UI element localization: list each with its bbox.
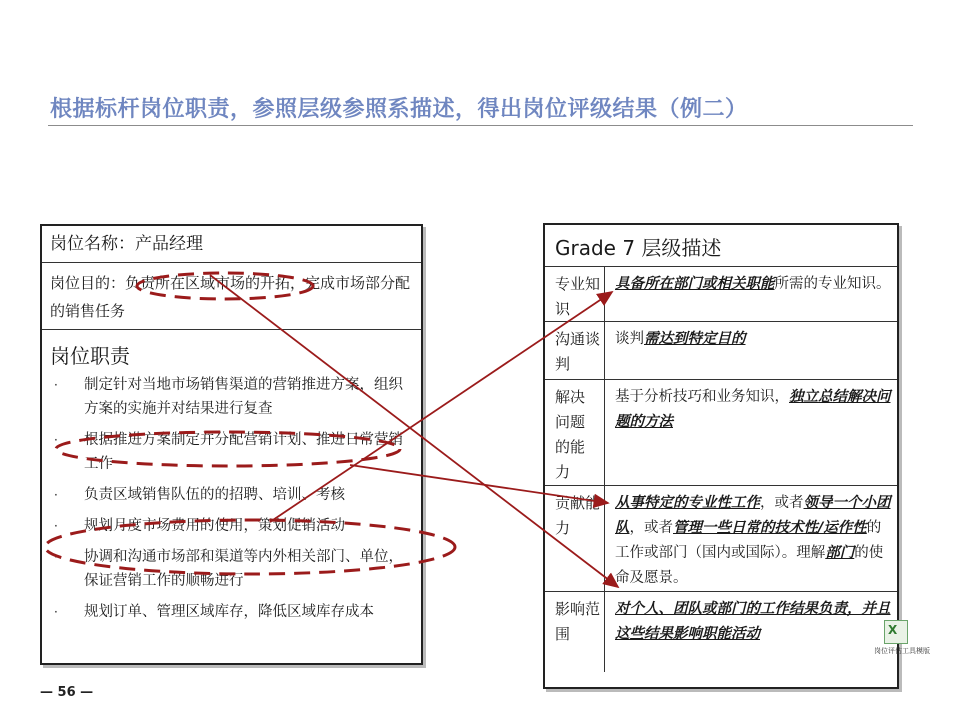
job-description-box: [40, 224, 423, 665]
text-emphasis: 需达到特定目的: [644, 331, 746, 347]
text-plain: ，或者: [629, 520, 673, 536]
row-text: [605, 322, 897, 379]
bullet: ·: [54, 605, 58, 619]
text-plain: 的工作或部门（国内或国际）。理解: [615, 520, 882, 561]
row-label: 影响范围: [545, 592, 605, 672]
duty-item: [50, 483, 413, 507]
bullet: ·: [54, 378, 58, 392]
text-emphasis: 具备所在部门或相关职能: [615, 276, 775, 292]
row-label: 沟通谈判: [545, 322, 605, 379]
text-emphasis: 从事特定的专业性工作: [615, 495, 760, 511]
duty-text: 规划月度市场费用的使用，策划促销活动: [84, 518, 345, 534]
row-text: [605, 380, 897, 485]
grade-description-table: [543, 223, 899, 689]
row-text: [605, 486, 897, 591]
duty-text: 根据推进方案制定并分配营销计划、推进日常营销工作: [84, 432, 403, 472]
text-plain: 谈判: [615, 331, 644, 347]
title-divider: [48, 125, 913, 126]
job-name-row: 岗位名称：产品经理: [42, 226, 421, 263]
grade-header: Grade 7 层级描述: [545, 225, 897, 267]
text-plain: 的使命及愿景。: [615, 545, 884, 586]
grade-row-impact: [545, 592, 897, 672]
bullet: ·: [54, 519, 58, 533]
row-label: 贡献能力: [545, 486, 605, 591]
text-emphasis: 部门: [825, 545, 855, 561]
row-label: 专业知识: [545, 267, 605, 321]
job-purpose-row: 岗位目的：负责所在区域市场的开拓，完成市场部分配的销售任务: [42, 263, 421, 330]
duty-item: [50, 373, 413, 421]
job-duties-section: [42, 330, 421, 624]
duty-text: 规划订单、管理区域库存，降低区域库存成本: [84, 604, 374, 620]
duty-item: [50, 600, 413, 624]
grade-row-communication: [545, 322, 897, 380]
text-plain: ，或者: [760, 495, 804, 511]
bullet: ·: [54, 550, 58, 564]
text-emphasis: 管理一些日常的技术性/运作性: [673, 520, 867, 536]
duty-item: [50, 545, 413, 593]
text-plain: 基于分析技巧和业务知识，: [615, 389, 789, 405]
text-plain: 所需的专业知识。: [774, 276, 891, 292]
grade-row-knowledge: [545, 267, 897, 322]
text-emphasis: 独立总结解决问题的方法: [615, 389, 891, 430]
duty-text: 制定针对当地市场销售渠道的营销推进方案，组织方案的实施并对结果进行复查: [84, 377, 403, 417]
embedded-spreadsheet[interactable]: [874, 620, 928, 656]
page-number: — 56 —: [40, 685, 94, 700]
grade-row-problem-solving: [545, 380, 897, 486]
text-emphasis: 领导一个小团队: [615, 495, 891, 536]
row-label: 解决问题的能力: [545, 380, 605, 485]
duty-text: 负责区域销售队伍的的招聘、培训、考核: [84, 487, 345, 503]
bullet: ·: [54, 433, 58, 447]
duties-title: 岗位职责: [50, 344, 130, 368]
text-emphasis: 对个人、团队或部门的工作结果负责，并且这些结果影响职能活动: [615, 601, 891, 642]
bullet: ·: [54, 488, 58, 502]
duty-item: [50, 514, 413, 538]
row-text: [605, 267, 897, 321]
spreadsheet-icon: [884, 620, 908, 644]
file-caption: 岗位评估工具模版: [874, 647, 930, 655]
duty-item: [50, 428, 413, 476]
grade-row-contribution: [545, 486, 897, 592]
page-title: 根据标杆岗位职责，参照层级参照系描述，得出岗位评级结果（例二）: [50, 97, 748, 122]
duty-text: 协调和沟通市场部和渠道等内外相关部门、单位，保证营销工作的顺畅进行: [84, 549, 403, 589]
row-text: [605, 592, 897, 672]
